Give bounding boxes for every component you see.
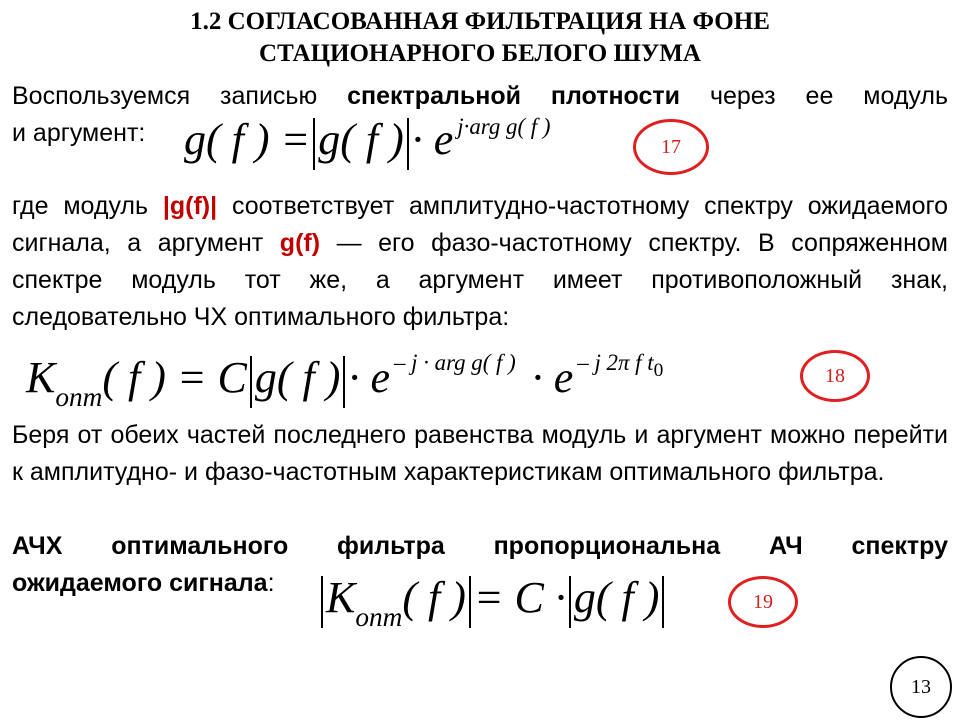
eq18-lhs: ( f ) = C (102, 353, 247, 402)
abs-bar-right (407, 118, 409, 170)
eq18-exp-base-2: · e (531, 353, 574, 402)
equation-19 (318, 568, 667, 633)
eq18-t0-subscript: 0 (653, 360, 664, 381)
slide-title (0, 6, 960, 70)
abs-bar-left (313, 118, 315, 170)
mod-text-3: соответствует амплитудно-частотному спектру ожидаемого сигнала, а аргумент (12, 192, 948, 257)
equation-18 (26, 348, 664, 417)
eq17-exp-base: · e (411, 115, 454, 164)
eq18-exponent-2 (577, 350, 664, 381)
mod-highlight-modulus: |g(f)| (162, 192, 218, 220)
page-number-text: 13 (911, 676, 931, 698)
abs-bar-left-2 (569, 576, 571, 628)
conclusion-bold-term: ожидаемого сигнала (12, 569, 268, 597)
abs-bar-right-2 (662, 576, 664, 628)
title-line-1: 1.2 СОГЛАСОВАННАЯ ФИЛЬТРАЦИЯ НА ФОНЕ (190, 8, 770, 35)
mod-text-5: — его фазо-частотному спектру. В сопряженном спектре модуль тот же, а аргумент имеет противоположный знак, следовательно ЧХ оптимального фильтра: (12, 229, 948, 331)
eq19-rhs: = C · (473, 573, 566, 622)
intro-bold-term: спектральной плотности (347, 82, 681, 110)
eq18-exponent-1: – j · arg g( f ) (393, 350, 516, 375)
title-line-2: СТАЦИОНАРНОГО БЕЛОГО ШУМА (259, 40, 701, 67)
abs-bar-right (343, 356, 345, 408)
eq18-modulus: g( f ) (254, 353, 341, 402)
page-number-badge (890, 656, 952, 718)
intro-line-2: и аргумент: (12, 119, 146, 147)
equation-number-19 (728, 576, 798, 628)
eq18-exponent-2-text: – j 2π f t (577, 350, 654, 375)
abs-bar-left (250, 356, 252, 408)
mod-highlight-argument: g(f) (279, 229, 321, 257)
conclusion-line-1: АЧХ оптимального фильтра пропорциональна АЧ спектру (12, 532, 948, 560)
eq17-lhs: g( f ) = (184, 115, 311, 164)
eq18-k: K (26, 353, 56, 402)
equation-number-18 (800, 350, 870, 402)
eq18-exp-base-1: · e (348, 353, 390, 402)
abs-bar-right (469, 576, 471, 628)
abs-bar-left (321, 576, 323, 628)
conclusion-colon: : (267, 569, 275, 597)
eq19-k-subscript: опт (355, 602, 403, 632)
paragraph-transition: Беря от обеих частей последнего равенства модуль и аргумент можно перейти к амплитудно- и фазо-частотным характеристикам оптимального фильтра. (12, 421, 948, 486)
eq19-number-text: 19 (753, 591, 773, 613)
eq17-modulus: g( f ) (318, 115, 404, 164)
eq19-k: K (326, 573, 356, 622)
eq17-number-text: 17 (661, 136, 681, 158)
equation-number-17 (633, 119, 709, 175)
eq17-exponent: j·arg g( f ) (457, 114, 551, 139)
eq18-k-subscript: опт (55, 382, 103, 412)
intro-text-3: через ее модуль (680, 82, 948, 110)
equation-17 (184, 110, 551, 177)
eq18-number-text: 18 (825, 365, 845, 387)
eq19-modulus: g( f ) (573, 573, 660, 622)
paragraph-modulus (12, 188, 948, 336)
eq19-lhs: ( f ) (402, 573, 466, 622)
intro-text-1: Воспользуемся записью (12, 82, 348, 110)
mod-text-1: где модуль (12, 192, 163, 220)
